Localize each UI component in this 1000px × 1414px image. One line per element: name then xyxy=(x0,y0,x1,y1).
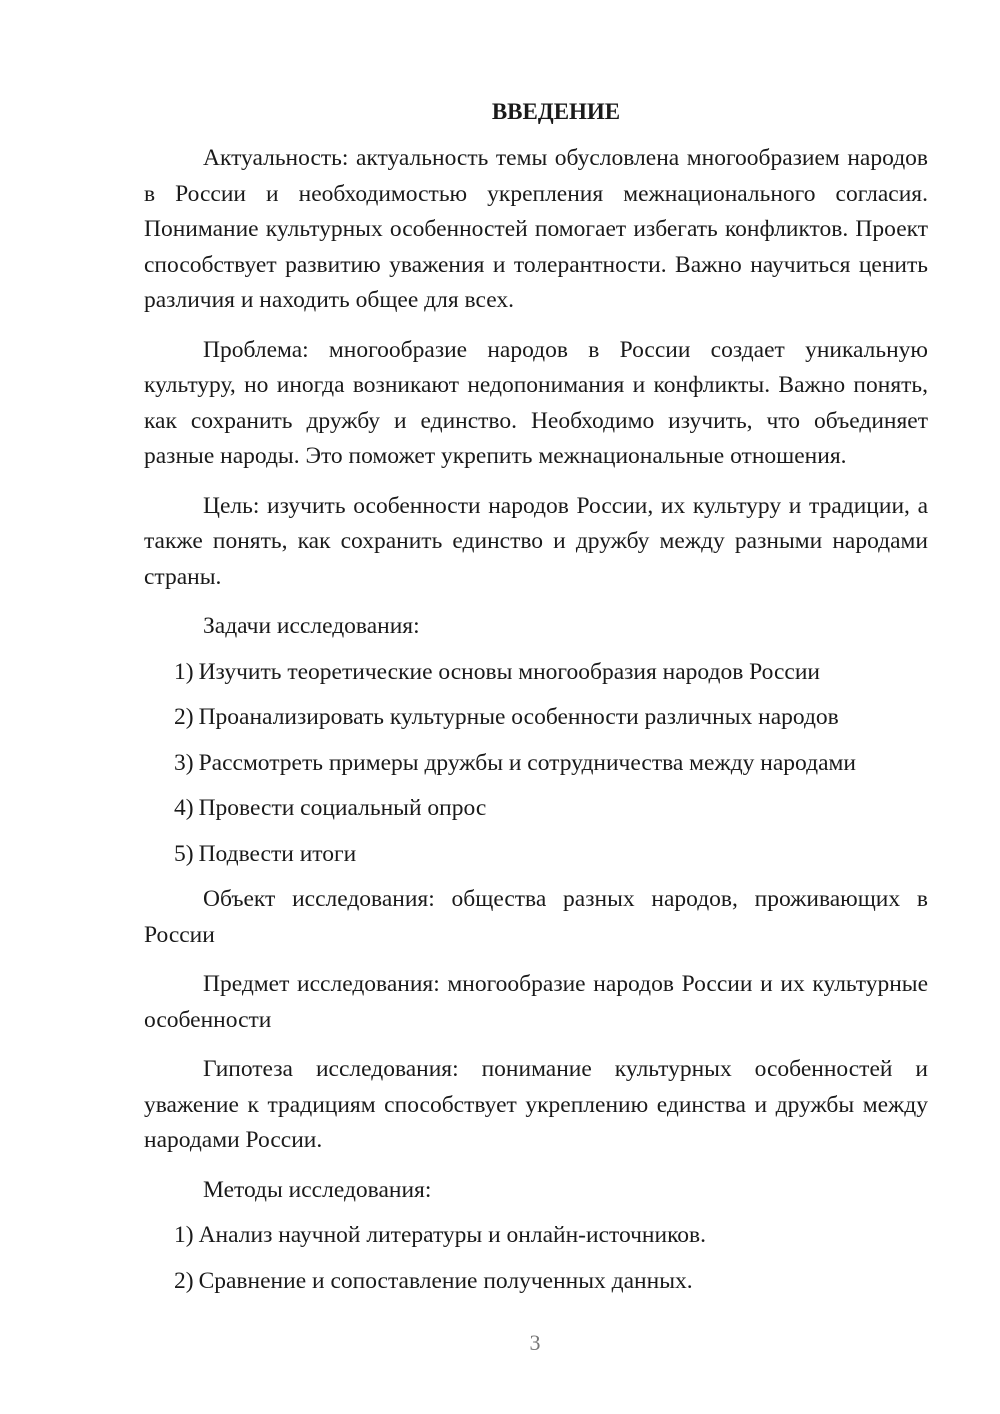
tasks-heading: Задачи исследования: xyxy=(203,613,420,639)
list-item-text: Проанализировать культурные особенности различных народов xyxy=(198,704,839,730)
list-item-text: Рассмотреть примеры дружбы и сотрудничества между народами xyxy=(198,749,856,776)
list-item xyxy=(144,700,928,736)
list-item-text: Провести социальный опрос xyxy=(198,795,487,821)
page-number: 3 xyxy=(529,1330,541,1355)
subject-paragraph: Предмет исследования: многообразие народов России и их культурные особенности xyxy=(144,971,928,1033)
object-paragraph: Объект исследования: общества разных народов, проживающих в России xyxy=(144,886,928,948)
list-item-number: 1) xyxy=(174,1222,194,1248)
list-item-number: 3) xyxy=(174,749,194,776)
list-item xyxy=(144,1218,928,1254)
tasks-list xyxy=(144,655,928,873)
methods-list xyxy=(144,1218,928,1299)
list-item-number: 5) xyxy=(174,840,194,867)
list-item-number: 2) xyxy=(174,1267,194,1294)
hypothesis-paragraph: Гипотеза исследования: понимание культурных особенностей и уважение к традициям способствует укреплению единства и дружбы между народами России. xyxy=(144,1056,928,1153)
list-item-number: 1) xyxy=(174,658,194,685)
methods-heading: Методы исследования: xyxy=(203,1176,432,1203)
goal-paragraph: Цель: изучить особенности народов России, их культуру и традиции, а также понять, как сохранить единство и дружбу между разными народами страны. xyxy=(144,492,928,590)
list-item xyxy=(144,655,928,691)
list-item-text: Подвести итоги xyxy=(198,840,357,867)
list-item xyxy=(144,837,928,873)
list-item xyxy=(144,791,928,827)
list-item-text: Изучить теоретические основы многообразия народов России xyxy=(198,658,821,685)
section-title: ВВЕДЕНИЕ xyxy=(491,99,621,124)
page-content xyxy=(144,94,928,1309)
problem-paragraph: Проблема: многообразие народов в России создает уникальную культуру, но иногда возникают недопонимания и конфликты. Важно понять, как сохранить дружбу и единство. Необходимо изучить, что объединяет разные народы. Это поможет укрепить межнациональные отношения. xyxy=(144,336,928,469)
list-item-text: Сравнение и сопоставление полученных данных. xyxy=(198,1267,693,1294)
list-item-text: Анализ научной литературы и онлайн-источников. xyxy=(198,1222,707,1248)
list-item-number: 4) xyxy=(174,795,194,821)
list-item-number: 2) xyxy=(174,704,194,730)
list-item xyxy=(144,1264,928,1300)
list-item xyxy=(144,746,928,782)
relevance-paragraph: Актуальность: актуальность темы обусловлена многообразием народов в России и необходимостью укрепления межнационального согласия. Понимание культурных особенностей помогает избегать конфликтов. Проект способствует развитию уважения и толерантности. Важно научиться ценить различия и находить общее для всех. xyxy=(144,145,928,313)
